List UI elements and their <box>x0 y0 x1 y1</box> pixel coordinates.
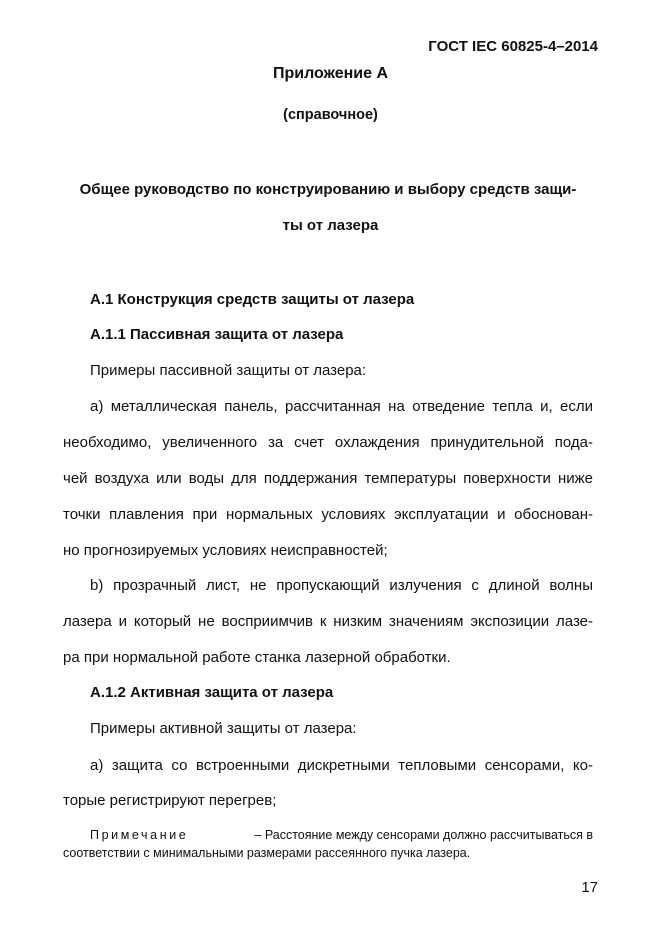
section-a11-heading: А.1.1 Пассивная защита от лазера <box>90 326 344 343</box>
item-a-line-4: точки плавления при нормальных условиях эксплуатации и обоснован- <box>63 506 593 523</box>
page-number: 17 <box>581 879 598 896</box>
item-a-line-2: необходимо, увеличенного за счет охлаждения принудительной пода- <box>63 434 593 451</box>
annex-heading-line-2: ты от лазера <box>282 217 379 234</box>
active-item-a-line-2: торые регистрируют перегрев; <box>63 792 277 809</box>
item-a-line-1: а) металлическая панель, рассчитанная на отведение тепла и, если <box>90 398 593 415</box>
item-b-line-2: лазера и который не восприимчив к низким значениям экспозиции лазе- <box>63 613 593 630</box>
item-b-line-1: b) прозрачный лист, не пропускающий излучения с длиной волны <box>90 577 593 594</box>
annex-title: Приложение А <box>272 65 389 82</box>
note-line-2: соответствии с минимальными размерами рассеянного пучка лазера. <box>63 846 471 860</box>
section-a1-heading: А.1 Конструкция средств защиты от лазера <box>90 291 415 308</box>
section-a12-heading: А.1.2 Активная защита от лазера <box>90 684 334 701</box>
annex-type: (справочное) <box>283 107 378 123</box>
note-label: Примечание <box>90 828 189 842</box>
item-a-line-3: чей воздуха или воды для поддержания температуры поверхности ниже <box>63 470 593 487</box>
note-line-1-text: – Расстояние между сенсорами должно рассчитываться в <box>254 828 593 842</box>
item-a-line-5: но прогнозируемых условиях неисправностей; <box>63 542 388 559</box>
active-item-a-line-1: а) защита со встроенными дискретными тепловыми сенсорами, ко- <box>90 757 593 774</box>
note-line-1 <box>90 828 593 842</box>
standard-designation: ГОСТ IEC 60825-4–2014 <box>428 38 598 55</box>
item-b-line-3: ра при нормальной работе станка лазерной обработки. <box>63 649 451 666</box>
active-intro: Примеры активной защиты от лазера: <box>90 720 357 737</box>
annex-heading-line-1: Общее руководство по конструированию и выбору средств защи- <box>79 181 577 198</box>
passive-intro: Примеры пассивной защиты от лазера: <box>90 362 367 379</box>
